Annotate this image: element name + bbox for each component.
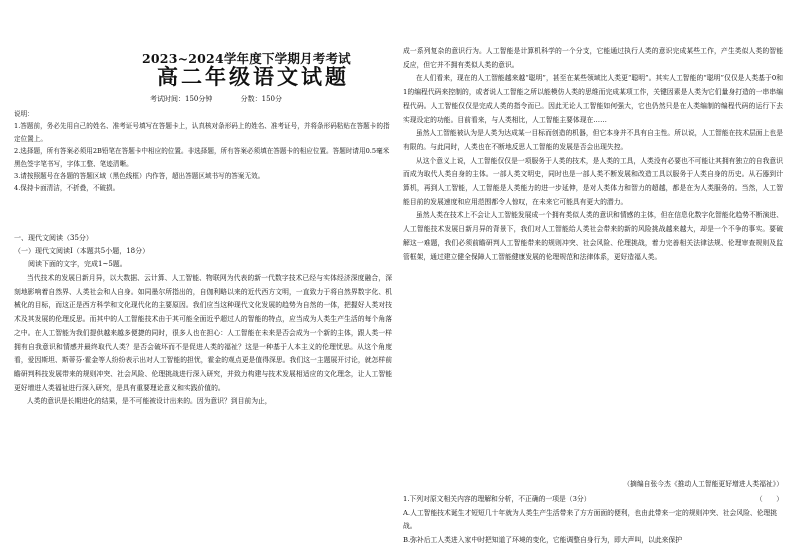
note-item: 2.选择题，所有答案必须用2B铅笔在答题卡中相应的位置。非选择题，所有答案必须填在答题卡的相应位置。答题时请用0.5毫米黑色签字笔书写，字体工整、笔迹清晰。 [14, 147, 390, 168]
exam-time: 考试时间：150分钟 [150, 95, 213, 103]
answer-blank: （ ） [755, 495, 783, 503]
question-stem: 1.下列对原文相关内容的理解和分析，不正确的一项是（3分） [403, 495, 591, 503]
section-heading: 一、现代文阅读（35分） [14, 234, 93, 242]
question-option: A.人工智能技术诞生才短短几十年就为人类生产生活带来了方方面面的便利，也由此带来一定的规则冲突、社会风险、伦理挑战。 [403, 508, 778, 531]
note-item: 4.保持卡面清洁，不折叠，不破损。 [14, 184, 120, 193]
passage-paragraph: 虽然人工智能被认为是人类为达成某一目标而创造的机器，但它本身并不具有自主性。所以说，人工智能在技术层面上也是有限的。与此同时，人类也在不断地反思人工智能的发展是否会出现失控。 [403, 129, 783, 151]
passage-paragraph: 虽然人类在技术上不会让人工智能发展成一个拥有类似人类的意识和情感的主体，但在信息化数字化智能化趋势不断演进、人工智能技术发展日新月异的背景下，我们对人工智能给人类社会带来的新的风险挑战越来越大，却是一个不争的事实。要破解这一难题，我们必须前瞻研判人工智能带来的规则冲突、社会风险、伦理挑战，着力完善相关法律法规、伦理审查规则及监管框架，通过建立健全保障人工智能健康发展的伦理规范和法律体系，更好造福人类。 [403, 211, 783, 261]
passage-paragraph: 人类的意识是长期进化的结果，是不可能被设计出来的。因为意识？到目前为止， [26, 397, 272, 406]
exam-meta [150, 94, 308, 104]
exam-year-line: 2023~2024学年度下学期月考考试 [142, 51, 351, 66]
question-1 [403, 493, 783, 548]
question-option: B.弥补后工人类进入家中时把知道了环境的变化，它能调整自身行为，即大声叫，以此来保护 [403, 536, 683, 545]
passage-paragraph: 当代技术的发展日新月异，以大数据、云计算、人工智能、物联网为代表的新一代数字技术已经与实体经济深度融合，深刻地影响着自然界、人类社会和人自身。如同墨尔所指出的，自伽利略以来的近代西方文明，一直致力于将自然界数字化、机械化的目标，而这正是西方科学和文化现代化的主要原因。我们应当这种现代文化发展的趋势为自然的一体，把握好人类对技术及其发展的伦理反思。而其中的人工智能技术由于其可能全面近乎超过人的智能的特点，应当成为人类生产生活的每个角落之中。在人工智能为我们提供越来越多便捷的同时，很多人也在担心：人工智能在未来是否会成为一个新的主体，跟人类一样拥有自我意识和情感并最终取代人类？是否会破坏而不是促进人类的福祉？这是一种基于人本主义的伦理忧思。从这个角度看，爱因斯坦、斯蒂芬·霍金等人纷纷表示出对人工智能的担忧，霍金的观点更是值得深思。我们这一主题展开讨论，就怎样前瞻研判科技发展带来的规则冲突、社会风险、伦理挑战进行深入研究，并致力构建与技术发展相适应的文化理念，让人工智能更好增进人类福祉进行深入研究，是具有重要理论意义和实践价值的。 [14, 274, 392, 392]
note-item: 3.请按照题号在各题的答题区域（黑色线框）内作答，超出答题区域书写的答案无效。 [14, 172, 265, 181]
passage-paragraph: 在人们看来，现在的人工智能越来越“聪明”，甚至在某些领域比人类更“聪明”。其实人工智能的“聪明”仅仅是人类基于0和1的编程代码来控制的，或者说人工智能之所以能模仿人类的思维而完成某项工作，关键因素是人类为它们量身打造的一串串编程代码。人工智能仅仅是完成人类的指令而已。因此无论人工智能如何强大，它也仍然只是在人类编制的编程代码的运行下去实现设定的功能。目前看来，与人类相比，人工智能主要体现在…… [403, 74, 783, 124]
reading-instruction: 阅读下面的文字，完成1~5题。 [28, 260, 127, 268]
notes-label: 说明： [14, 110, 34, 118]
note-item: 1.答题前，务必先用自己的姓名、准考证号填写在答题卡上，认真核对条形码上的姓名、准考证号，并将条形码粘贴在答题卡的指定位置上。 [14, 122, 390, 143]
exam-title: 高二年级语文试题 [157, 64, 349, 89]
passage-paragraph: 成一系列复杂的意识行为。人工智能是计算机科学的一个分支，它能通过执行人类的意识完成某些工作，产生类似人类的智能反应，但它并不拥有类似人类的意识。 [403, 47, 783, 69]
subsection-heading: （一）现代文阅读Ⅰ（本题共5小题，18分） [14, 247, 150, 255]
passage-paragraph: 从这个意义上说，人工智能仅仅是一项服务于人类的技术，是人类的工具，人类没有必要也不可能让其拥有独立的自我意识而成为取代人类自身的主体。一部人类文明史，同时也是一部人类不断发展和改造工具以服务于人类自身的历史。从石器到计算机，再到人工智能，人工智能是人类能力的进一步延伸，是对人类体力和智力的超越，都是在为人类服务的。当然，人工智能目前的发展速度和应用范围都令人惊叹，在未来它可能具有更大的潜力。 [403, 156, 783, 206]
exam-score: 分数：150分 [240, 95, 282, 103]
passage-source: （摘编自张今杰《推动人工智能更好增进人类福祉》） [623, 480, 783, 488]
passage-right [403, 45, 783, 264]
exam-notes [14, 108, 392, 195]
passage-left [14, 272, 392, 409]
